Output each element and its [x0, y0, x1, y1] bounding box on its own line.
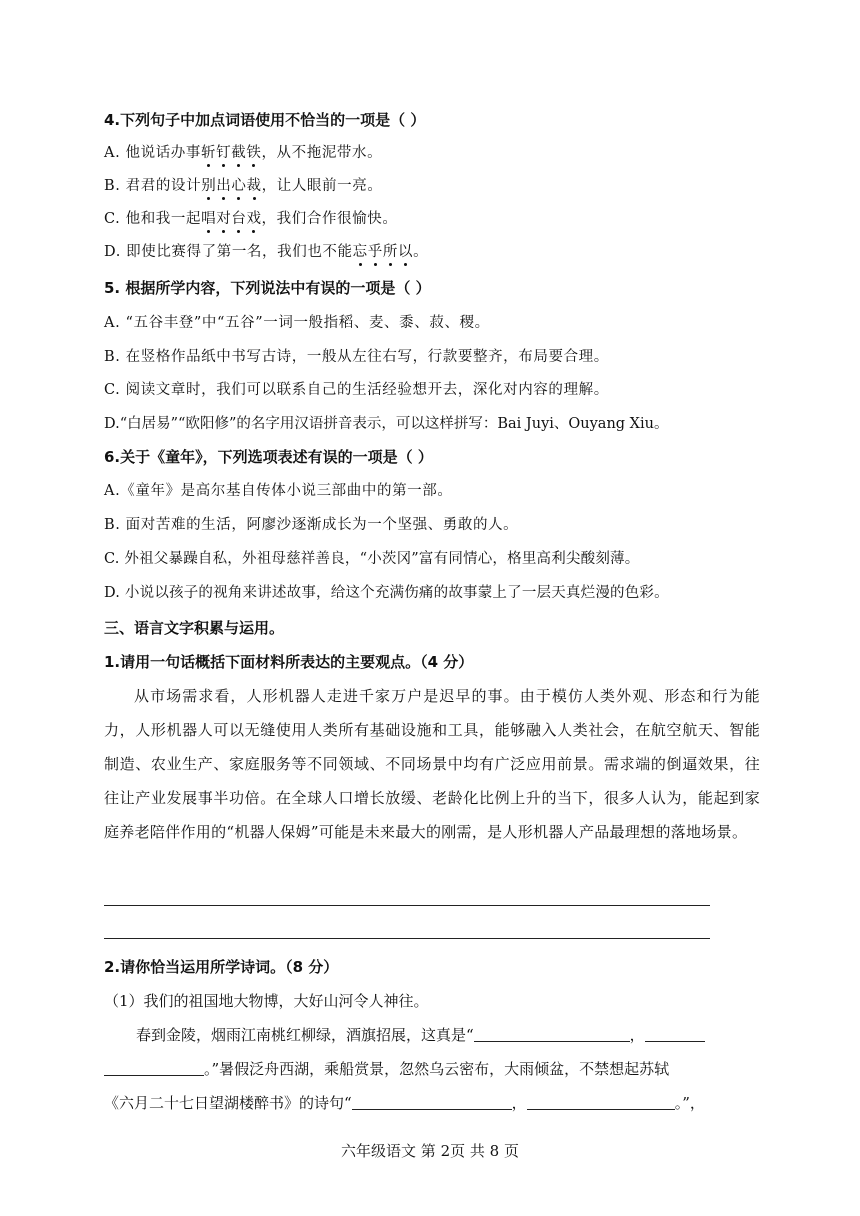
s3-q2-sub1: （1）我们的祖国地大物博，大好山河令人神往。 [104, 992, 429, 1010]
q4-option-c [104, 209, 397, 229]
poem-blank-2-start[interactable] [645, 1025, 705, 1042]
q4-b-dotted [201, 178, 261, 194]
q4-option-a [104, 143, 382, 163]
q4-stem: 4.下列句子中加点词语使用不恰当的一项是（ ） [104, 111, 426, 129]
q4-a-dotted [201, 145, 261, 161]
s3-q1-stem: 1.请用一句话概括下面材料所表达的主要观点。（4 分） [104, 653, 474, 671]
s3-q2-stem: 2.请你恰当运用所学诗词。（8 分） [104, 958, 339, 976]
emphasis-char: 忘 [352, 244, 368, 260]
answer-line-1[interactable] [104, 905, 710, 906]
q2-l3-text-a: 《六月二十七日望湖楼醉书》的诗句“ [104, 1094, 352, 1112]
emphasis-char: 以 [397, 244, 414, 260]
s3-q2-line2 [104, 1059, 669, 1079]
q4-c-post: ，我们合作很愉快。 [261, 211, 398, 227]
emphasis-char: 对 [216, 211, 232, 227]
q5-option-a: A. “五谷丰登”中“五谷”一词一般指稻、麦、黍、菽、稷。 [104, 315, 490, 331]
emphasis-char: 所 [382, 244, 398, 260]
q4-option-d [104, 242, 428, 262]
answer-line-2[interactable] [104, 938, 710, 939]
q4-c-dotted [201, 211, 261, 227]
q2-l1-text-a: 春到金陵，烟雨江南桃红柳绿，酒旗招展，这真是“ [136, 1026, 474, 1044]
q4-a-post: ，从不拖泥带水。 [261, 145, 383, 161]
emphasis-char: 裁 [246, 178, 262, 194]
emphasis-char: 心 [231, 178, 247, 194]
s3-q2-line1 [136, 1025, 705, 1045]
s3-q2-line3 [104, 1093, 705, 1113]
q4-b-post: ，让人眼前一亮。 [261, 178, 383, 194]
poem-blank-4[interactable] [527, 1093, 675, 1110]
q4-d-dotted [353, 244, 413, 260]
q4-option-b [104, 176, 382, 196]
poem-blank-2-end[interactable] [104, 1059, 204, 1076]
emphasis-char: 截 [231, 145, 247, 161]
q4-b-pre: B. 君君的设计 [104, 178, 202, 194]
q2-l3-text-b: ， [511, 1094, 527, 1112]
q5-option-c: C. 阅读文章时，我们可以联系自己的生活经验想开去，深化对内容的理解。 [104, 382, 609, 398]
q2-l1-text-b: ， [629, 1026, 645, 1044]
poem-blank-3[interactable] [352, 1093, 512, 1110]
emphasis-char: 斩 [201, 145, 217, 161]
emphasis-char: 出 [216, 178, 232, 194]
emphasis-char: 别 [201, 178, 217, 194]
q6-stem: 6.关于《童年》，下列选项表述有误的一项是（ ） [104, 448, 433, 466]
emphasis-char: 铁 [246, 145, 262, 161]
q6-option-c: C. 外祖父暴躁自私，外祖母慈祥善良，“小茨冈”富有同情心，格里高利尖酸刻薄。 [104, 551, 640, 567]
q5-option-b: B. 在竖格作品纸中书写古诗，一般从左往右写，行款要整齐，布局要合理。 [104, 349, 609, 365]
section-title: 三、语言文字积累与运用。 [104, 619, 285, 637]
q4-d-post: 。 [413, 244, 429, 260]
emphasis-char: 台 [231, 211, 247, 227]
q2-l2-text-b: 。”暑假泛舟西湖，乘船赏景，忽然乌云密布，大雨倾盆，不禁想起苏轼 [204, 1060, 670, 1078]
q4-c-pre: C. 他和我一起 [104, 211, 202, 227]
q6-option-b: B. 面对苦难的生活，阿廖沙逐渐成长为一个坚强、勇敢的人。 [104, 517, 519, 533]
q6-option-d: D. 小说以孩子的视角来讲述故事，给这个充满伤痛的故事蒙上了一层天真烂漫的色彩。 [104, 585, 669, 601]
q2-l3-text-c: 。”， [674, 1094, 705, 1112]
q5-stem: 5. 根据所学内容，下列说法中有误的一项是（ ） [104, 279, 431, 297]
q4-a-pre: A. 他说话办事 [104, 145, 201, 161]
emphasis-char: 乎 [367, 244, 383, 260]
s3-q1-passage: 从市场需求看，人形机器人走进千家万户是迟早的事。由于模仿人类外观、形态和行为能力，人形机器人可以无缝使用人类所有基础设施和工具，能够融入人类社会，在航空航天、智能制造、农业生产、家庭服务等不同领域、不同场景中均有广泛应用前景。需求端的倒逼效果，往往让产业发展事半功倍。在全球人口增长放缓、老龄化比例上升的当下，很多人认为，能起到家庭养老陪伴作用的“机器人保姆”可能是未来最大的刚需，是人形机器人产品最理想的落地场景。 [104, 687, 760, 841]
emphasis-char: 钉 [216, 145, 232, 161]
emphasis-char: 唱 [201, 211, 217, 227]
q5-option-d: D.“白居易”“欧阳修”的名字用汉语拼音表示，可以这样拼写：Bai Juyi、Ouyang Xiu。 [104, 416, 669, 432]
poem-blank-1[interactable] [474, 1025, 630, 1042]
q4-d-pre: D. 即使比赛得了第一名，我们也不能 [104, 244, 353, 260]
page-footer: 六年级语文 第 2页 共 8 页 [341, 1142, 519, 1160]
emphasis-char: 戏 [246, 211, 262, 227]
q6-option-a: A.《童年》是高尔基自传体小说三部曲中的第一部。 [104, 483, 453, 499]
